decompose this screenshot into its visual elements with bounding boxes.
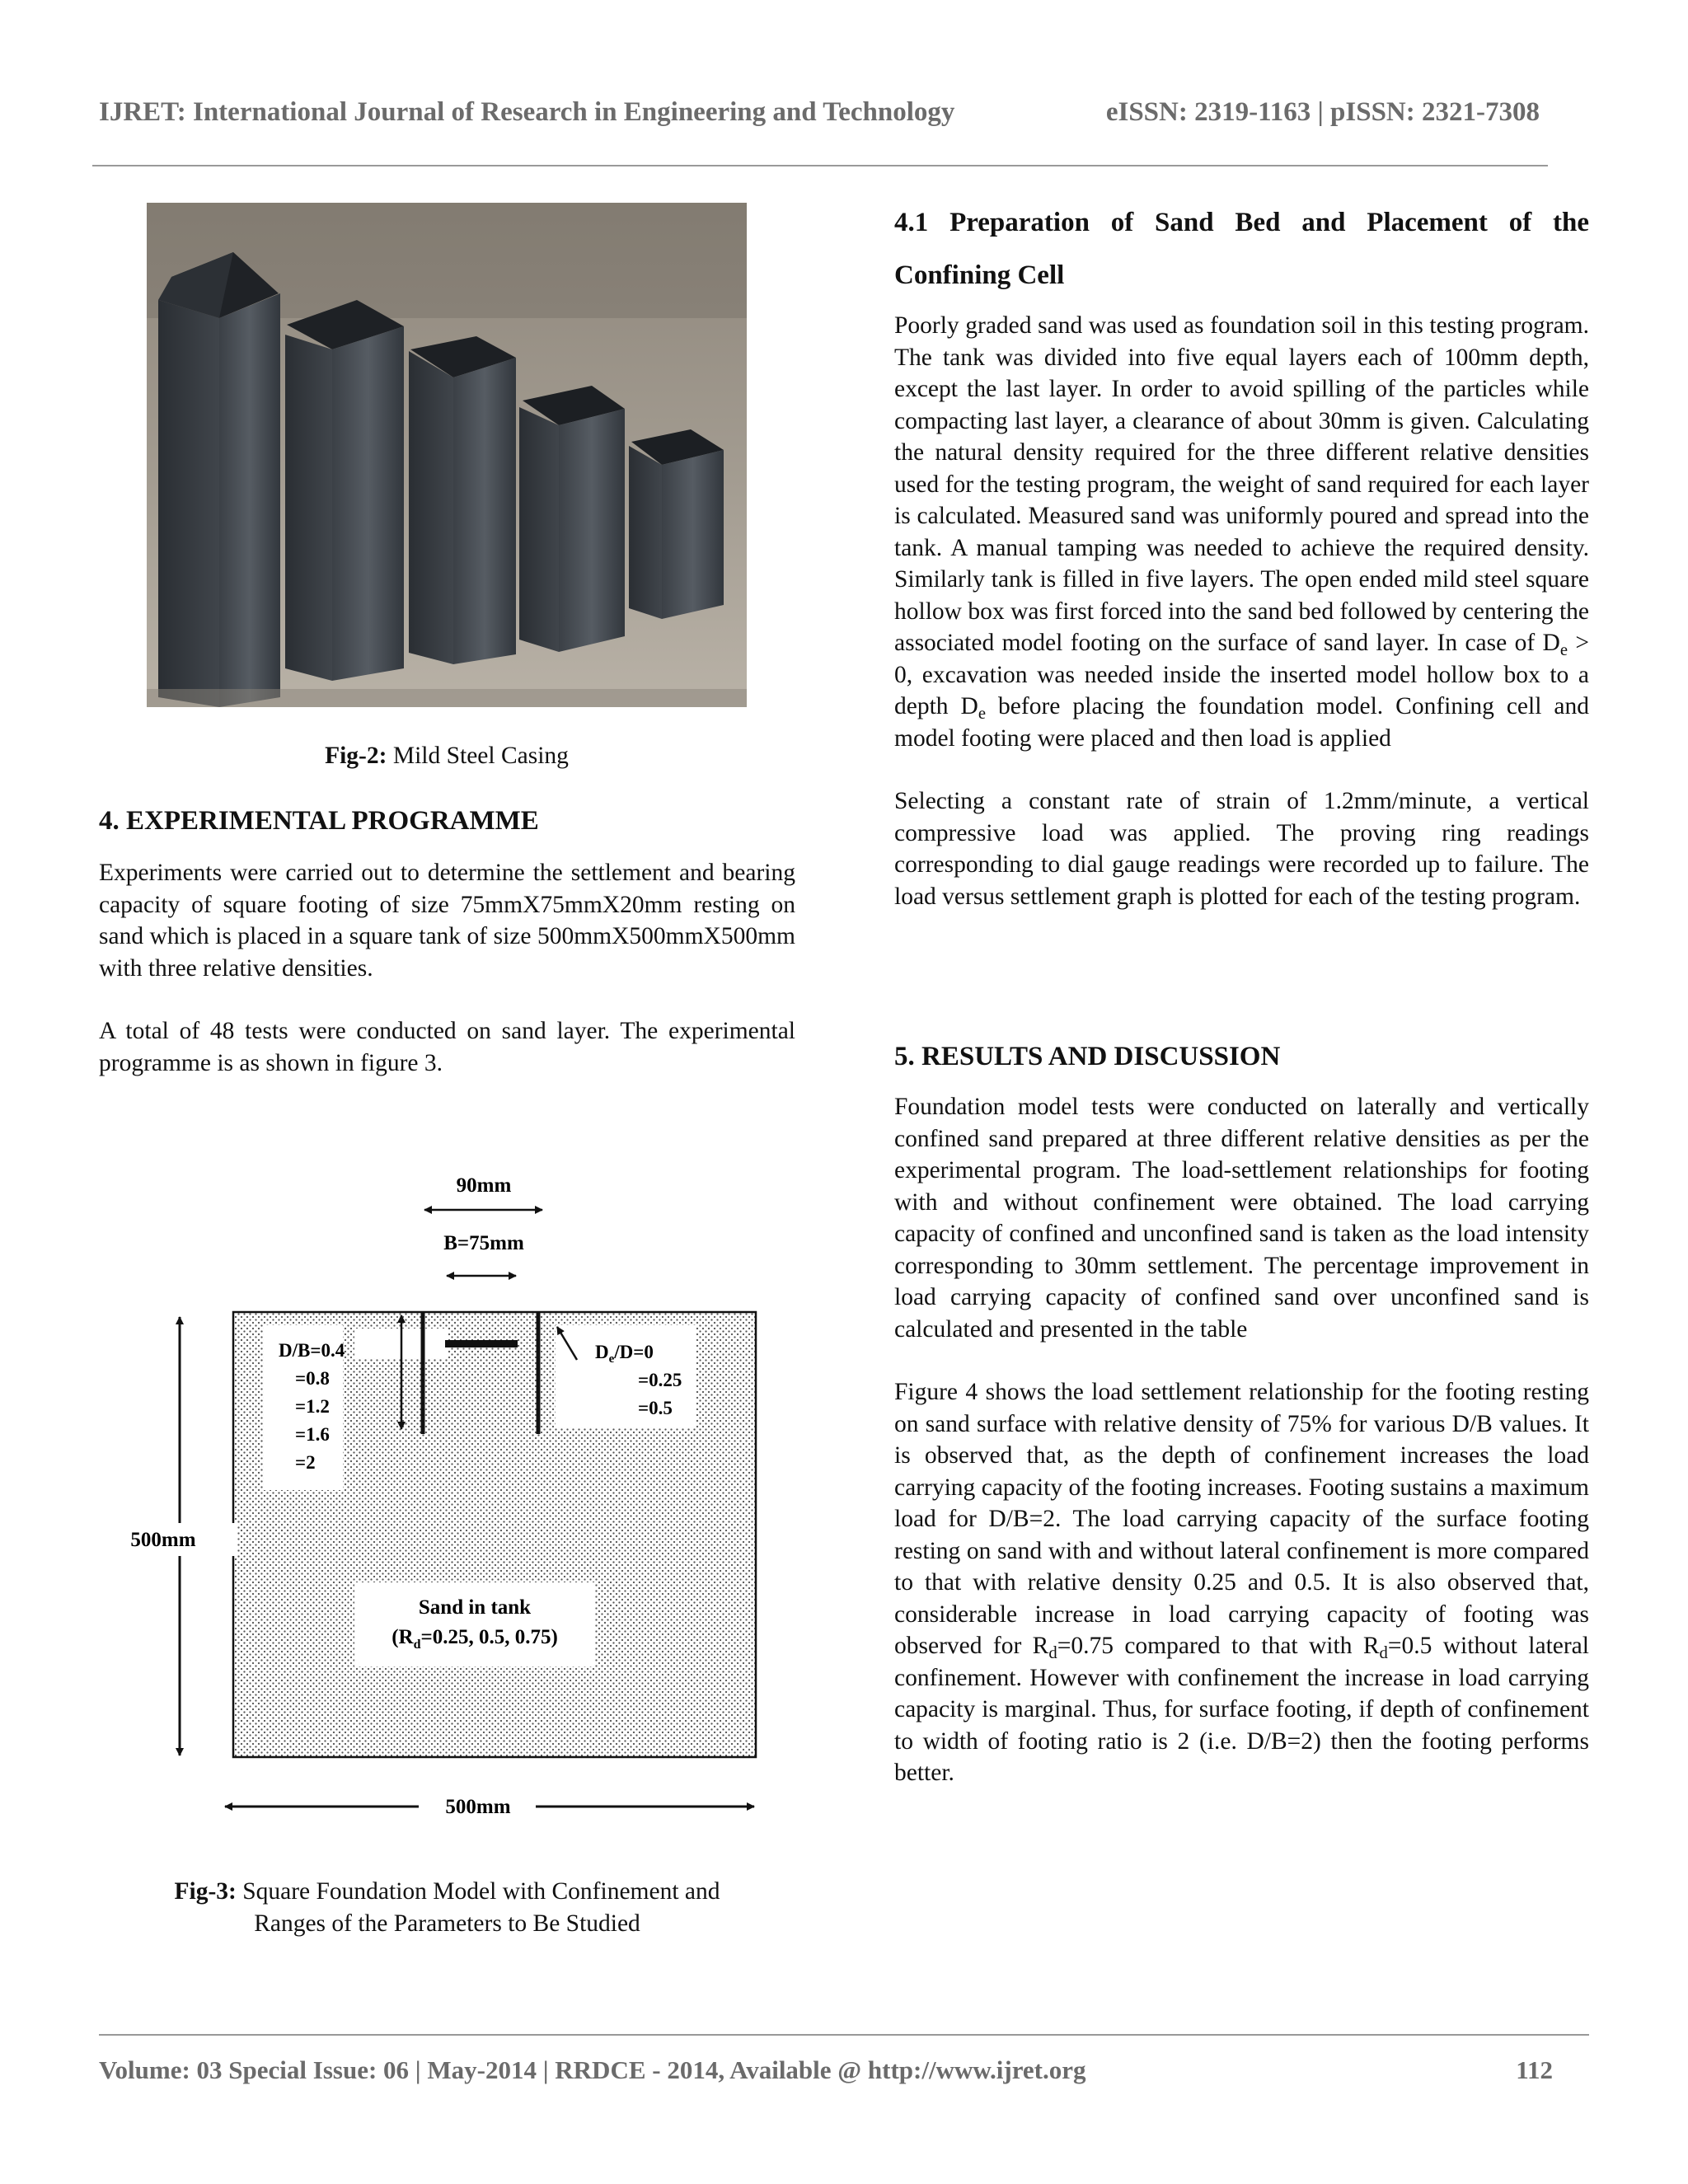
fig3-caption (99, 1876, 795, 1940)
issn-text: eISSN: 2319-1163 | pISSN: 2321-7308 (1105, 97, 1540, 127)
dim-height-500mm: 500mm (130, 1529, 196, 1551)
section41-paragraph-2: Selecting a constant rate of strain of 1.2mm/minute, a vertical compressive load was applied. The proving ring readings corresponding to dial gauge readings were recorded up to failure. The load versus settlement graph is plotted for each of the testing program. (894, 788, 1589, 910)
de-value-2: =0.25 (638, 1370, 682, 1390)
section41-heading-line2: Confining Cell (894, 260, 1065, 290)
de-value-1: $D_e/D=0$ (595, 1342, 654, 1366)
fig2-caption (147, 740, 747, 772)
dim-90mm: 90mm (456, 1174, 512, 1197)
sand-label-bg (354, 1582, 595, 1666)
de-value-3: =0.5 (638, 1398, 673, 1418)
section5-paragraph-1: Foundation model tests were conducted on laterally and vertically confined sand prepared at three different relative densities as per the experimental program. The load-settlement relationships for footing with and without confinement were obtained. The load carrying capacity of confined and unconfined sand is taken as the load intensity corresponding to 30mm settlement. The percentage improvement in load carrying capacity of confined sand over unconfined sand is calculated and presented in the table (894, 1094, 1589, 1343)
footer-volume: Volume: 03 Special Issue: 06 | May-2014 | RRDCE - 2014, Available @ http://www.ijret.org (99, 2055, 1086, 2084)
mild-steel-casing-photo (147, 203, 747, 707)
fig2-caption-text: Mild Steel Casing (392, 743, 569, 769)
section4-paragraph-1: Experiments were carried out to determine the settlement and bearing capacity of square footing of size 75mmX75mmX20mm resting on sand which is placed in a square tank of size 500mmX500mmX500mm with three relative densities. (99, 860, 795, 982)
page-footer (99, 2055, 1553, 2085)
dim-b-75mm: B=75mm (443, 1232, 524, 1254)
model-footing (445, 1340, 518, 1347)
db-value-3: =1.2 (295, 1396, 330, 1417)
section5-body (894, 1091, 1589, 1789)
db-value-4: =1.6 (295, 1424, 330, 1445)
section41-paragraph-1: Poorly graded sand was used as foundation soil in this testing program. The tank was divided into five equal layers each of 100mm depth, except the last layer. In order to avoid spilling of the particles while compacting last layer, a clearance of about 30mm is given. Calculating the natural density required for the three different relative densities used for the testing program, the weight of sand required for each layer is calculated. Measured sand was uniformly poured and spread into the tank. A manual tamping was needed to achieve the required density. Similarly tank is filled in five layers. The open ended mild steel square hollow box was first forced into the sand bed followed by centering the associated model footing on the surface of sand layer. In case of $D_e > 0$, excavation was needed inside the inserted model hollow box to a depth $D_e$ before placing the foundation model. Confining cell and model footing were placed and then load is applied (894, 312, 1589, 752)
section41-body (894, 310, 1589, 912)
section41-heading-line1: 4.1 Preparation of Sand Bed and Placement of the (894, 208, 1589, 237)
section4-heading: 4. EXPERIMENTAL PROGRAMME (99, 806, 539, 836)
footer-rule (99, 2034, 1589, 2036)
header-rule (92, 165, 1548, 166)
fig2-label: Fig-2: (325, 743, 387, 769)
fig3-caption-text-1: Square Foundation Model with Confinement and (242, 1878, 720, 1905)
db-value-5: =2 (295, 1452, 316, 1473)
db-value-1: D/B=0.4 (279, 1340, 345, 1361)
section4-body (99, 857, 795, 1079)
dim-width-500mm: 500mm (445, 1796, 511, 1818)
page-number: 112 (1516, 2055, 1553, 2084)
square-foundation-model-diagram (107, 1154, 767, 1838)
fig3-caption-line2: Ranges of the Parameters to Be Studied (254, 1910, 640, 1937)
section5-heading: 5. RESULTS AND DISCUSSION (894, 1042, 1281, 1071)
section41-heading (894, 196, 1589, 302)
fig3-label: Fig-3: (174, 1878, 237, 1905)
sand-label-line2: ($R_d=0.25$, 0.5, 0.75) (392, 1626, 558, 1652)
page-header (99, 97, 1550, 128)
section4-paragraph-2: A total of 48 tests were conducted on sand layer. The experimental programme is as shown in figure 3. (99, 1018, 795, 1076)
journal-title: IJRET: International Journal of Research in Engineering and Technology (99, 97, 955, 127)
fig3-caption-line1 (99, 1876, 795, 1908)
section5-paragraph-2: Figure 4 shows the load settlement relationship for the footing resting on sand surface with relative density of 75% for various D/B values. It is observed that, as the depth of confinement increases the load carrying capacity of the footing increases. Footing sustains a maximum load for D/B=2. The load carrying capacity of the surface footing resting on sand with and without lateral confinement is more compared to that with relative density 0.25 and 0.5. It is also observed that, considerable increase in load carrying capacity of footing was observed for $R_d=0.75$ compared to that with $R_d=0.5$ without lateral confinement. However with confinement the increase in load carrying capacity is marginal. Thus, for surface footing, if depth of confinement to width of footing ratio is 2 (i.e. D/B=2) then the footing performs better. (894, 1379, 1589, 1786)
db-value-2: =0.8 (295, 1368, 330, 1389)
sand-label-line1: Sand in tank (418, 1596, 532, 1619)
